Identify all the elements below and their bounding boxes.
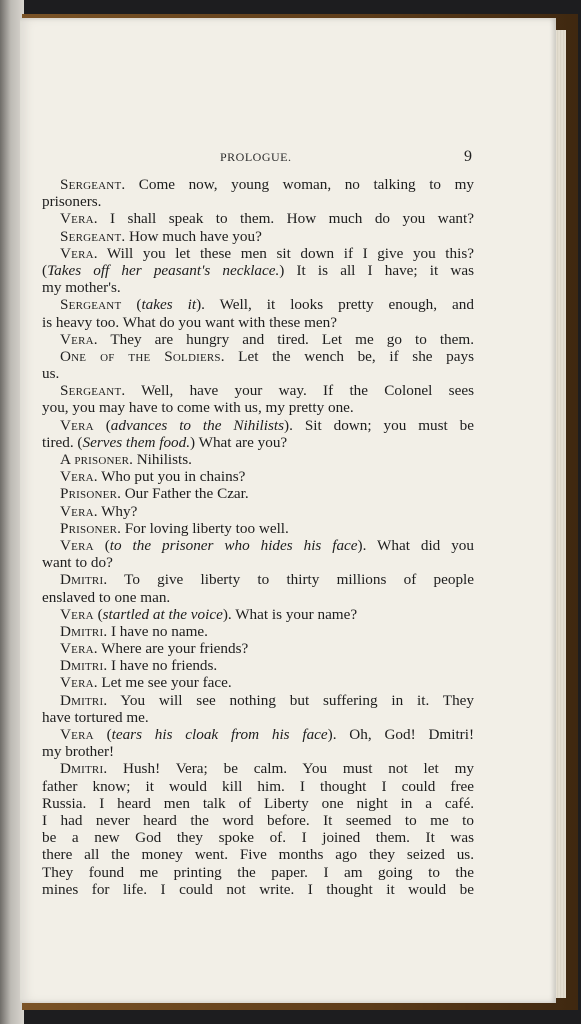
dialogue-text: . I have no friends.	[103, 657, 218, 675]
dialogue-text: mines for life. I could not write. I thought it would be	[42, 880, 474, 898]
dialogue-text: (	[93, 536, 110, 554]
dialogue-text: you, you may have to come with us, my pretty one.	[42, 399, 354, 417]
dialogue-text: (	[93, 726, 112, 743]
text-line	[42, 554, 474, 571]
dialogue-text: They found me printing the paper. I am going to the	[42, 863, 474, 881]
dialogue-text: . To give liberty to thirty millions of people	[103, 571, 474, 589]
dialogue-text: . They are hungry and tired. Let me go to them.	[93, 330, 474, 348]
text-line	[42, 846, 474, 863]
speaker-name: Dmitri	[60, 760, 104, 778]
text-line	[42, 606, 474, 623]
dialogue-text: have tortured me.	[42, 708, 149, 726]
page-stack-edge	[556, 30, 566, 998]
speaker-name: Vera	[60, 210, 94, 228]
text-line	[42, 314, 474, 331]
dialogue-text: (	[93, 605, 103, 623]
dialogue-text: my brother!	[42, 743, 115, 761]
text-line	[42, 193, 474, 210]
speaker-name: Prisoner	[60, 485, 118, 503]
dialogue-text: us.	[42, 365, 60, 383]
speaker-name: Vera	[60, 468, 94, 486]
text-line	[42, 382, 474, 399]
text-line	[42, 726, 474, 743]
dialogue-text: I had never heard the word before. It seemed to me to	[42, 811, 474, 829]
dialogue-text: my mother's.	[42, 279, 121, 297]
dialogue-text: ). What is your name?	[222, 605, 358, 623]
speaker-name: Vera	[60, 330, 94, 348]
speaker-name: A prisoner	[60, 451, 130, 468]
text-line	[42, 520, 474, 537]
dialogue-text: (	[121, 296, 142, 314]
dialogue-text: ). Well, it looks pretty enough, and	[196, 296, 474, 314]
speaker-name: Vera	[60, 674, 94, 692]
stage-direction: Takes off her peasant's necklace.	[47, 261, 280, 279]
text-line	[42, 245, 474, 262]
text-line	[42, 674, 474, 691]
dialogue-text: father know; it would kill him. I thought I could free	[42, 777, 474, 795]
dialogue-text: . Well, have your way. If the Colonel sees	[121, 382, 474, 400]
stage-direction: Serves them food.	[82, 433, 191, 451]
speaker-name: Sergeant	[60, 382, 122, 400]
dialogue-text: . You will see nothing but suffering in it. They	[103, 691, 474, 709]
text-line	[42, 829, 474, 846]
text-line	[42, 778, 474, 795]
dialogue-text: . Where are your friends?	[93, 640, 249, 658]
text-line	[42, 657, 474, 674]
speaker-name: Dmitri	[60, 657, 104, 675]
speaker-name: Vera	[60, 605, 94, 623]
dialogue-text: want to do?	[42, 554, 113, 572]
speaker-name: Vera	[60, 640, 94, 658]
text-line	[42, 210, 474, 227]
speaker-name: Dmitri	[60, 622, 104, 640]
stage-direction: tears his cloak from his face	[111, 726, 328, 743]
text-line	[42, 331, 474, 348]
stage-direction: to the prisoner who hides his face	[109, 536, 358, 554]
speaker-name: Dmitri	[60, 571, 104, 589]
speaker-name: Sergeant	[60, 176, 122, 193]
text-line	[42, 623, 474, 640]
dialogue-text: . Why?	[93, 502, 138, 520]
dialogue-text: . Hush! Vera; be calm. You must not let my	[103, 760, 474, 778]
dialogue-text: (	[93, 416, 111, 434]
dialogue-text: enslaved to one man.	[42, 588, 171, 606]
text-line	[42, 262, 474, 279]
text-line	[42, 365, 474, 382]
stage-direction: advances to the Nihilists	[110, 416, 285, 434]
stage-direction: startled at the voice	[102, 605, 223, 623]
speaker-name: Vera	[60, 244, 94, 262]
speaker-name: Sergeant	[60, 296, 122, 314]
speaker-name: Vera	[60, 502, 94, 520]
dialogue-text: prisoners.	[42, 193, 102, 211]
text-line	[42, 795, 474, 812]
text-line	[42, 503, 474, 520]
text-line	[42, 228, 474, 245]
text-line	[42, 571, 474, 588]
speaker-name: Vera	[60, 416, 94, 434]
dialogue-text: ) It is all I have; it was	[279, 261, 474, 279]
text-line	[42, 743, 474, 760]
dialogue-text: . Our Father the Czar.	[117, 485, 249, 503]
text-line	[42, 864, 474, 881]
dialogue-text: ) What are you?	[190, 433, 288, 451]
text-line	[42, 176, 474, 193]
dialogue-text: . For loving liberty too well.	[117, 519, 289, 537]
text-line	[42, 537, 474, 554]
dialogue-text: be a new God they spoke of. I joined them. It was	[42, 829, 474, 847]
page-header	[20, 150, 556, 170]
running-head: PROLOGUE.	[220, 150, 292, 164]
dialogue-text: ). Sit down; you must be	[284, 416, 474, 434]
dialogue-text: ). What did you	[357, 536, 474, 554]
text-line	[42, 760, 474, 777]
text-line	[42, 348, 474, 365]
text-line	[42, 434, 474, 451]
dialogue-text: . I have no name.	[103, 622, 208, 640]
text-line	[42, 399, 474, 416]
speaker-name: Prisoner	[60, 519, 118, 537]
dialogue-text: Russia. I heard men talk of Liberty one night in a café.	[42, 794, 474, 812]
speaker-name: Vera	[60, 726, 94, 743]
text-line	[42, 812, 474, 829]
speaker-name: Vera	[60, 536, 94, 554]
stage-direction: takes it	[141, 296, 197, 314]
text-line	[42, 279, 474, 296]
dialogue-text: . I shall speak to them. How much do you want?	[93, 210, 474, 228]
dialogue-text: is heavy too. What do you want with these men?	[42, 313, 337, 331]
dialogue-text: there all the money went. Five months ago they seized us.	[42, 846, 474, 864]
dialogue-text: . Let the wench be, if she pays	[220, 347, 474, 365]
dialogue-text: (	[42, 261, 48, 279]
text-line	[42, 451, 474, 468]
speaker-name: Dmitri	[60, 691, 104, 709]
speaker-name: Sergeant	[60, 227, 122, 245]
text-line	[42, 589, 474, 606]
text-line	[42, 881, 474, 898]
text-line	[42, 709, 474, 726]
text-line	[42, 485, 474, 502]
body-text	[42, 176, 474, 898]
dialogue-text: . How much have you?	[121, 227, 262, 245]
speaker-name: One of the Soldiers	[60, 347, 221, 365]
dialogue-text: . Who put you in chains?	[93, 468, 246, 486]
dialogue-text: tired. (	[42, 433, 83, 451]
text-line	[42, 692, 474, 709]
book-page	[20, 18, 556, 1003]
dialogue-text: . Come now, young woman, no talking to my	[121, 176, 474, 193]
text-line	[42, 417, 474, 434]
page-number: 9	[464, 148, 472, 165]
dialogue-text: ). Oh, God! Dmitri!	[327, 726, 474, 743]
dialogue-text: . Will you let these men sit down if I give you this?	[93, 244, 474, 262]
dialogue-text: . Nihilists.	[129, 451, 192, 468]
text-line	[42, 468, 474, 485]
text-line	[42, 640, 474, 657]
text-line	[42, 296, 474, 313]
dialogue-text: . Let me see your face.	[93, 674, 232, 692]
